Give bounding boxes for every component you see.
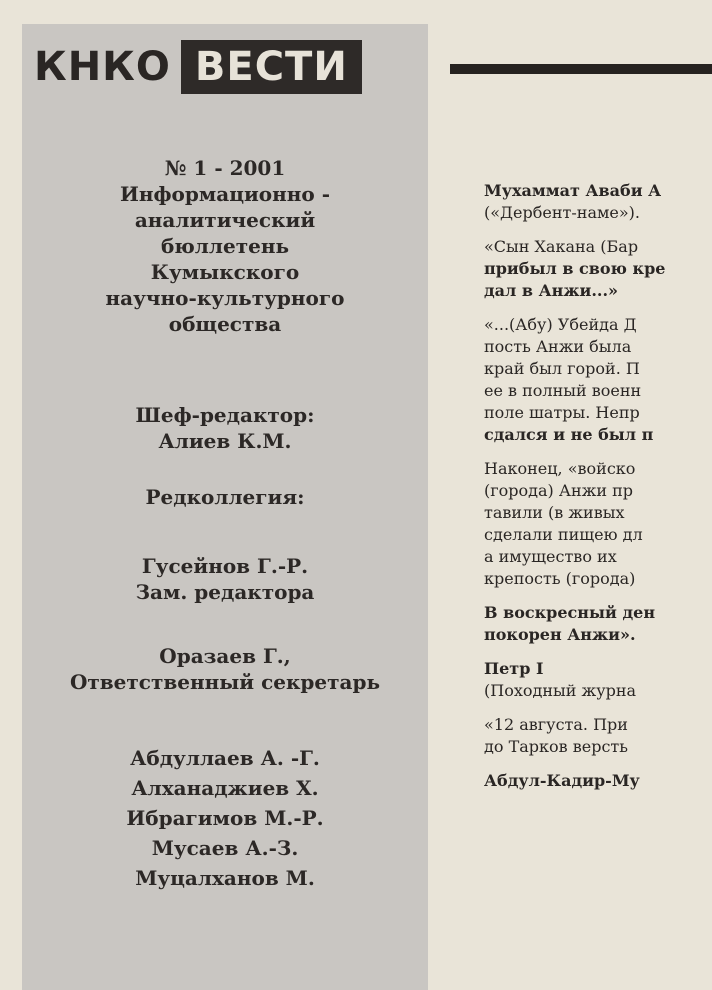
issue-info-line: Кумыкского (150, 260, 300, 284)
logo-vesti: ВЕСТИ (181, 40, 362, 94)
article-paragraph (484, 602, 712, 646)
article-line: край был горой. П (484, 359, 640, 378)
board-member: Ибрагимов М.-Р. (126, 806, 324, 830)
article-line: тавили (в живых (484, 503, 625, 522)
article-line: сдался и не был п (484, 425, 654, 444)
article-line: поле шатры. Непр (484, 403, 640, 422)
article-paragraph (484, 236, 712, 302)
issue-info-line: Информационно - (119, 182, 331, 206)
secretary-role: Ответственный секретарь (69, 670, 381, 694)
article-paragraph (484, 770, 712, 792)
article-line: прибыл в свою кре (484, 259, 666, 278)
article-line: а имущество их (484, 547, 617, 566)
article-line: Абдул-Кадир-Му (484, 771, 640, 790)
article-paragraph (484, 714, 712, 758)
article-paragraph (484, 180, 712, 224)
article-line: (города) Анжи пр (484, 481, 634, 500)
chief-editor-name: Алиев К.М. (158, 429, 292, 453)
board-member: Абдуллаев А. -Г. (130, 746, 320, 770)
article-line: покорен Анжи». (484, 625, 636, 644)
deputy-name: Гусейнов Г.-Р. (141, 554, 309, 578)
issue-info (22, 155, 428, 337)
board-member: Алханаджиев Х. (131, 776, 319, 800)
article-line: (Походный журна (484, 681, 637, 700)
deputy-editor (22, 553, 428, 605)
article-line: сделали пищею дл (484, 525, 643, 544)
article-paragraph (484, 314, 712, 446)
article-paragraph (484, 658, 712, 702)
board-member: Муцалханов М. (135, 866, 315, 890)
masthead-logo (34, 40, 362, 94)
article-line: пость Анжи была (484, 337, 632, 356)
article-line: «Сын Хакана (Бар (484, 237, 639, 256)
article-line: В воскресный ден (484, 603, 656, 622)
article-line: до Тарков версть (484, 737, 628, 756)
board-member: Мусаев А.-З. (151, 836, 299, 860)
article-line: Мухаммат Аваби А (484, 181, 662, 200)
header-rule (450, 64, 712, 74)
issue-number: № 1 - 2001 (164, 156, 286, 180)
article-line: Петр I (484, 659, 544, 678)
article-paragraph (484, 458, 712, 590)
issue-info-line: общества (168, 312, 282, 336)
article-line: Наконец, «войско (484, 459, 636, 478)
chief-editor-label: Шеф-редактор: (135, 403, 315, 427)
board-label: Редколлегия: (145, 485, 305, 509)
article-line: крепость (города) (484, 569, 636, 588)
article-line: «12 августа. При (484, 715, 628, 734)
article-line: дал в Анжи...» (484, 281, 619, 300)
logo-knko: КНКО (34, 44, 171, 90)
article-line: «...(Абу) Убейда Д (484, 315, 637, 334)
issue-info-line: научно-культурного (105, 286, 345, 310)
issue-info-line: аналитический (134, 208, 316, 232)
secretary (22, 643, 428, 695)
secretary-name: Оразаев Г., (159, 644, 291, 668)
article-line: («Дербент-наме»). (484, 203, 641, 222)
board-members (22, 743, 428, 893)
issue-info-line: бюллетень (160, 234, 290, 258)
chief-editor (22, 402, 428, 454)
article-line: ее в полный военн (484, 381, 642, 400)
article-column (484, 180, 712, 804)
deputy-role: Зам. редактора (135, 580, 315, 604)
